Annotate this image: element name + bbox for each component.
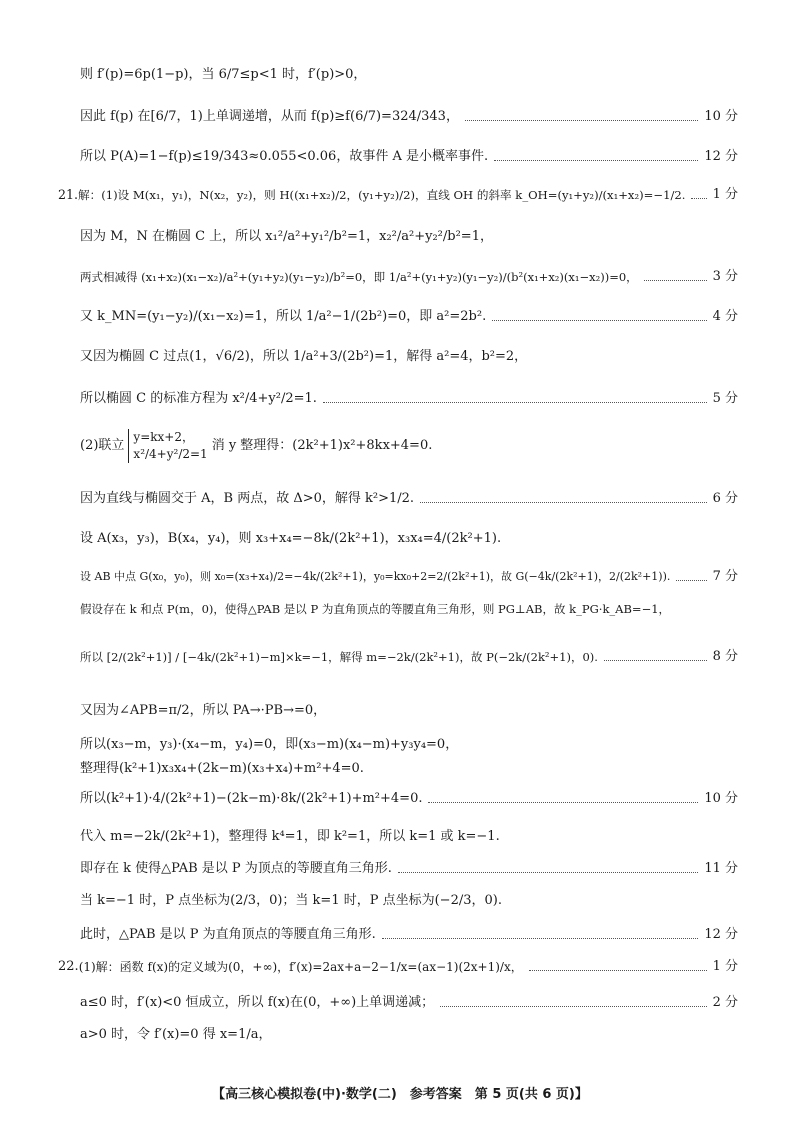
- score-label: 1 分: [712, 959, 738, 974]
- solution-line: [80, 428, 738, 464]
- line-text: 所以 [2/(2k²+1)] / [−4k/(2k²+1)−m]×k=−1，解得 m=−2k/(2k²+1)，故 P(−2k/(2k²+1)，0).: [80, 650, 598, 664]
- line-text: a≤0 时，f′(x)<0 恒成立，所以 f(x)在(0，+∞)上单调递减；: [80, 995, 435, 1010]
- line-text: 当 k=−1 时，P 点坐标为(2/3，0)；当 k=1 时，P 点坐标为(−2/3，0).: [80, 893, 502, 908]
- solution-line: [58, 958, 738, 976]
- solution-line: [80, 828, 738, 846]
- leader-dots: [323, 402, 707, 403]
- solution-line: [80, 648, 738, 666]
- line-text: 则 f′(p)=6p(1−p)，当 6/7≤p<1 时，f′(p)>0，: [80, 67, 367, 82]
- line-text: 即存在 k 使得△PAB 是以 P 为顶点的等腰直角三角形.: [80, 861, 392, 876]
- solution-line: [80, 736, 738, 754]
- leader-dots: [382, 938, 699, 939]
- line-text: 又因为椭圆 C 过点(1，√6/2)，所以 1/a²+3/(2b²)=1，解得 a²=4，b²=2，: [80, 349, 528, 364]
- solution-line: [80, 702, 738, 720]
- solution-line: [80, 390, 738, 408]
- solution-line: [80, 790, 738, 808]
- solution-line: [80, 268, 738, 286]
- solution-line: [80, 348, 738, 366]
- line-text: 设 AB 中点 G(x₀，y₀)，则 x₀=(x₃+x₄)/2=−4k/(2k²+1)，y₀=kx₀+2=2/(2k²+1)，故 G(−4k/(2k²+1)，2/(2k²+1)).: [80, 570, 671, 583]
- line-text: 两式相减得 (x₁+x₂)(x₁−x₂)/a²+(y₁+y₂)(y₁−y₂)/b²=0，即 1/a²+(y₁+y₂)(y₁−y₂)/(b²(x₁+x₂)(x₁−x₂))=0，: [80, 270, 638, 284]
- leader-dots: [492, 320, 706, 321]
- score-label: 10 分: [704, 109, 738, 124]
- solution-line: [80, 926, 738, 944]
- line-text: 所以(x₃−m，y₃)·(x₄−m，y₄)=0，即(x₃−m)(x₄−m)+y₃y₄=0，: [80, 737, 459, 752]
- score-label: 8 分: [712, 649, 738, 664]
- line-text: 所以椭圆 C 的标准方程为 x²/4+y²/2=1.: [80, 391, 317, 406]
- line-text: 消 y 整理得：(2k²+1)x²+8kx+4=0.: [211, 438, 433, 453]
- score-label: 3 分: [712, 269, 738, 284]
- line-text: 又 k_MN=(y₁−y₂)/(x₁−x₂)=1，所以 1/a²−1/(2b²)=0，即 a²=2b².: [80, 309, 487, 324]
- line-text: 又因为∠APB=π/2，所以 PA→·PB→=0，: [80, 703, 327, 718]
- line-text: 所以 P(A)=1−f(p)≤19/343≈0.055<0.06，故事件 A 是小概率事件.: [80, 149, 489, 164]
- solution-line: [80, 892, 738, 910]
- leader-dots: [691, 198, 706, 199]
- score-label: 6 分: [712, 491, 738, 506]
- score-label: 10 分: [704, 791, 738, 806]
- score-label: 5 分: [712, 391, 738, 406]
- score-label: 12 分: [704, 927, 738, 942]
- system-eq-2: x²/4+y²/2=1: [133, 447, 208, 461]
- question-number: 22.: [58, 959, 79, 974]
- line-text: 此时，△PAB 是以 P 为直角顶点的等腰直角三角形.: [80, 927, 376, 942]
- score-label: 12 分: [704, 149, 738, 164]
- solution-line: [80, 108, 738, 126]
- line-text: 假设存在 k 和点 P(m，0)，使得△PAB 是以 P 为直角顶点的等腰直角三角形，则 PG⊥AB，故 k_PG·k_AB=−1，: [80, 602, 671, 616]
- solution-line: [80, 490, 738, 508]
- score-label: 1 分: [712, 187, 738, 202]
- solution-line: [80, 600, 738, 618]
- line-text: 代入 m=−2k/(2k²+1)，整理得 k⁴=1，即 k²=1，所以 k=1 或 k=−1.: [80, 829, 500, 844]
- solution-line: [80, 66, 738, 84]
- leader-dots: [494, 160, 698, 161]
- leader-dots: [428, 802, 698, 803]
- line-text: (1)解：函数 f(x)的定义域为(0，+∞)，f′(x)=2ax+a−2−1/x=(ax−1)(2x+1)/x，: [78, 960, 523, 974]
- solution-line: [80, 760, 738, 778]
- solution-line: [80, 568, 738, 586]
- question-number: 21.: [58, 187, 79, 202]
- line-text: (2)联立: [80, 438, 125, 453]
- leader-dots: [604, 660, 707, 661]
- line-text: 解：(1)设 M(x₁，y₁)，N(x₂，y₂)，则 H((x₁+x₂)/2，(y₁+y₂)/2)，直线 OH 的斜率 k_OH=(y₁+y₂)/(x₁+x₂)=−1/2.: [78, 188, 686, 202]
- solution-line: [80, 860, 738, 878]
- line-text: a>0 时，令 f′(x)=0 得 x=1/a，: [80, 1027, 272, 1042]
- leader-dots: [398, 872, 698, 873]
- solution-line: [80, 308, 738, 326]
- line-text: 整理得(k²+1)x₃x₄+(2k−m)(x₃+x₄)+m²+4=0.: [80, 761, 364, 776]
- solution-line: [58, 186, 738, 204]
- score-label: 7 分: [712, 569, 738, 584]
- leader-dots: [465, 120, 698, 121]
- equation-system: [128, 429, 207, 463]
- line-text: 因此 f(p) 在[6/7，1)上单调递增，从而 f(p)≥f(6/7)=324/343，: [80, 109, 459, 124]
- system-eq-1: y=kx+2，: [133, 430, 194, 444]
- line-text: 设 A(x₃，y₃)，B(x₄，y₄)，则 x₃+x₄=−8k/(2k²+1)，x₃x₄=4/(2k²+1).: [80, 531, 502, 546]
- solution-line: [80, 228, 738, 246]
- solution-line: [80, 1026, 738, 1044]
- line-text: 因为 M，N 在椭圆 C 上，所以 x₁²/a²+y₁²/b²=1，x₂²/a²+y₂²/b²=1，: [80, 229, 493, 244]
- solution-line: [80, 530, 738, 548]
- solution-line: [80, 148, 738, 166]
- solution-line: [80, 994, 738, 1012]
- line-text: 所以(k²+1)·4/(2k²+1)−(2k−m)·8k/(2k²+1)+m²+4=0.: [80, 791, 423, 806]
- leader-dots: [440, 1006, 706, 1007]
- score-label: 2 分: [712, 995, 738, 1010]
- leader-dots: [420, 502, 707, 503]
- page-footer: 【高三核心模拟卷(中)·数学(二) 参考答案 第 5 页(共 6 页)】: [212, 1087, 588, 1102]
- leader-dots: [529, 970, 707, 971]
- line-text: 因为直线与椭圆交于 A，B 两点，故 Δ>0，解得 k²>1/2.: [80, 491, 415, 506]
- leader-dots: [644, 280, 707, 281]
- score-label: 4 分: [712, 309, 738, 324]
- score-label: 11 分: [704, 861, 738, 876]
- leader-dots: [676, 580, 706, 581]
